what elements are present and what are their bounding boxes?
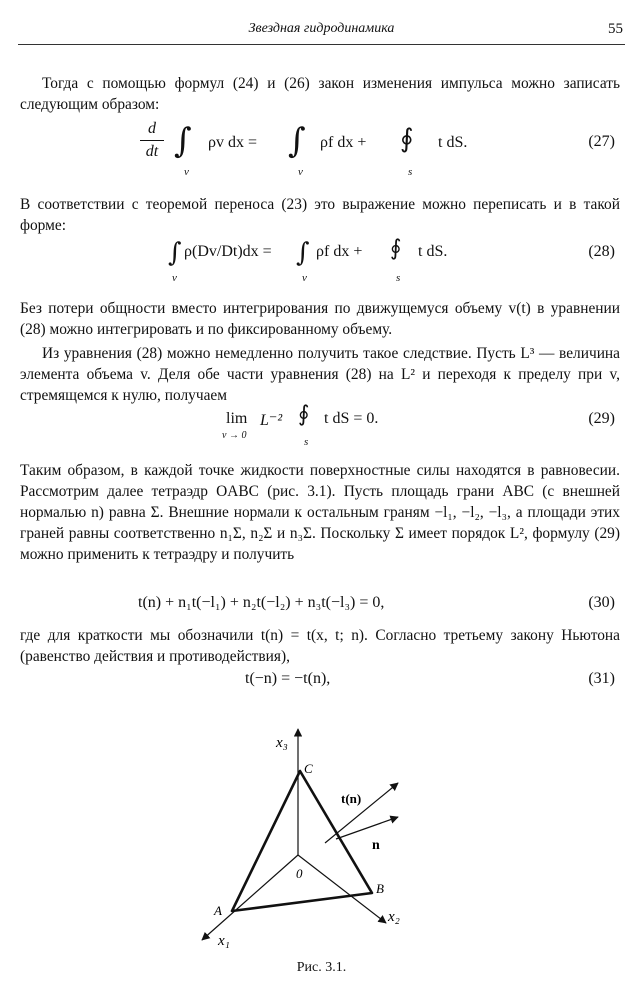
paragraph-text: Тогда с помощью формул (24) и (26) закон изменения импульса можно записать следующим образом:: [20, 75, 620, 113]
paragraph-5: [20, 460, 620, 565]
equation-30: t(n) + n₁t(−l₁) + n₂t(−l₂) + n₃t(−l₃) = 0,: [138, 594, 385, 611]
eq29-limit-s: s: [304, 436, 309, 448]
paragraph-3: [20, 298, 620, 340]
equation-number-29: (29): [588, 410, 615, 427]
paragraph-text: Без потери общности вместо интегрирования по движущемуся объему v(t) в уравнении (28) можно интегрировать и по фиксированному объему.: [20, 300, 620, 338]
paragraph-text: Таким образом, в каждой точке жидкости поверхностные силы находятся в равновесии. Рассмотрим далее тетраэдр OABC (рис. 3.1). Пусть площадь грани ABC (с внешней нормалью n) равна Σ. Внешние нормали к остальным граням −l₁, −l₂, −l₃, а площади этих граней равны соответственно n₁Σ, n₂Σ и n₃Σ. Поскольку Σ имеет порядок L², формулу (29) можно применить к тетраэдру и получить: [20, 462, 620, 563]
label-traction: t(n): [341, 791, 362, 806]
eq27-d: d: [148, 120, 156, 137]
equation-number-31: (31): [588, 670, 615, 687]
eq29-term1: L⁻²: [260, 412, 283, 429]
equation-number-28: (28): [588, 243, 615, 260]
eq28-term1: ρ(Dv/Dt)dx =: [184, 243, 272, 260]
label-normal: n: [372, 838, 380, 853]
eq29-lim-sub: v → 0: [222, 430, 247, 441]
equation-number-27: (27): [588, 133, 615, 150]
x2-axis: [298, 855, 386, 923]
eq27-term2: ρf dx +: [320, 134, 367, 151]
label-c: C: [304, 761, 313, 776]
integral-sign: ∫: [288, 121, 306, 161]
eq27-limit-v2: v: [298, 166, 303, 178]
paragraph-1: [20, 73, 620, 115]
traction-vector: [325, 783, 398, 843]
integral-sign: ∫: [296, 238, 310, 268]
equation-31: t(−n) = −t(n),: [245, 670, 331, 687]
equation-29: [222, 404, 422, 450]
label-b: B: [376, 881, 384, 896]
eq28-term3: t dS.: [418, 243, 448, 260]
paragraph-text: В соответствии с теоремой переноса (23) это выражение можно переписать и в такой форме:: [20, 196, 620, 234]
label-a: A: [214, 903, 222, 918]
eq29-term2: t dS = 0.: [324, 410, 379, 427]
tetrahedron-figure: [0, 715, 643, 955]
label-x2: x₂: [388, 909, 400, 925]
contour-integral-sign: ∮: [390, 236, 402, 261]
eq27-limit-v1: v: [184, 166, 189, 178]
page-number: 55: [608, 21, 623, 37]
eq29-lim: lim: [226, 410, 248, 427]
normal-vector: [336, 817, 398, 839]
integral-sign: ∫: [168, 238, 182, 268]
paragraph-4: [20, 343, 620, 406]
eq28-term2: ρf dx +: [316, 243, 363, 260]
eq27-term1: ρv dx =: [208, 134, 258, 151]
label-origin: 0: [296, 866, 303, 881]
label-x3: x₃: [276, 735, 288, 751]
eq28-limit-s: s: [396, 272, 401, 284]
integral-sign: ∫: [174, 121, 192, 161]
equation-28: [168, 236, 468, 286]
x1-axis: [202, 855, 298, 940]
equation-number-30: (30): [588, 594, 615, 611]
paragraph-text: где для краткости мы обозначили t(n) = t(x, t; n). Согласно третьему закону Ньютона (равенство действия и противодействия),: [20, 627, 620, 665]
eq28-limit-v1: v: [172, 272, 177, 284]
header-rule: [18, 44, 625, 45]
paragraph-6: [20, 625, 620, 667]
contour-integral-sign: ∮: [298, 402, 310, 427]
eq27-term3: t dS.: [438, 134, 468, 151]
label-x1: x₁: [218, 933, 230, 949]
eq28-limit-v2: v: [302, 272, 307, 284]
contour-integral-sign: ∮: [400, 124, 414, 154]
eq27-limit-s: s: [408, 166, 413, 178]
paragraph-text: Из уравнения (28) можно немедленно получить такое следствие. Пусть L³ — величина элемента объема v. Деля обе части уравнения (28) на L² и переходя к пределу при v, стремящемся к нулю, получаем: [20, 345, 620, 404]
eq27-dt: dt: [145, 143, 159, 160]
equation-27: [140, 120, 480, 180]
running-header: Звездная гидродинамика: [248, 21, 395, 36]
figure-caption: Рис. 3.1.: [296, 960, 347, 975]
paragraph-2: [20, 194, 620, 236]
